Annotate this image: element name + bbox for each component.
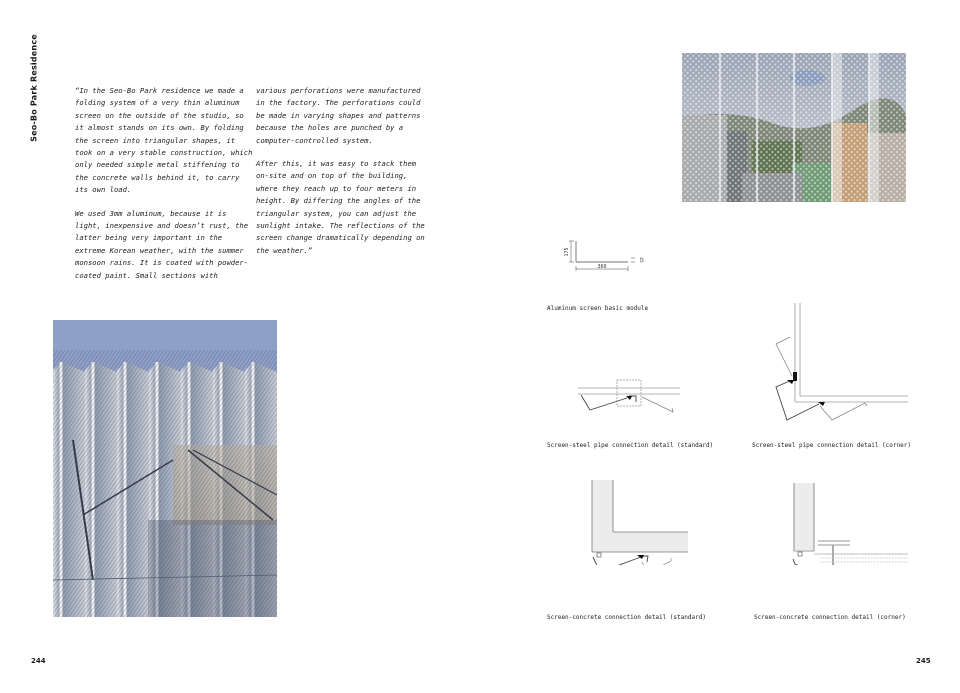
city-view-photo	[682, 53, 906, 202]
detail-caption: Screen-concrete connection detail (corner)	[754, 614, 906, 621]
detail-steel-pipe-standard	[570, 370, 690, 420]
paragraph: various perforations were manufactured in the factory. The perforations could be made in varying shapes and patterns because the holes are punched by a computer-controlled system.	[256, 86, 421, 145]
page-number-left: 244	[31, 657, 46, 665]
detail-caption: Screen-steel pipe connection detail (corner)	[752, 442, 911, 449]
city-view-photo-image	[682, 53, 906, 202]
body-text-column-2	[256, 85, 431, 268]
detail-concrete-corner	[790, 475, 915, 565]
dimension-lip: 45	[638, 257, 643, 263]
dimension-width: 360	[597, 264, 607, 270]
running-title	[26, 33, 42, 142]
dimension-height: 175	[564, 247, 570, 257]
module-caption: Aluminum screen basic module	[547, 305, 649, 312]
detail-caption: Screen-steel pipe connection detail (standard)	[547, 442, 714, 449]
running-title-text: Seo-Bo Park Residence	[29, 33, 39, 142]
facade-photo-image	[53, 320, 277, 617]
page-number-right: 245	[916, 657, 931, 665]
facade-photo	[53, 320, 277, 617]
paragraph: After this, it was easy to stack them on-site and on top of the building, where they reach up to four meters in height. By differing the angles of the triangular system, you can adjust the sunlight intake. The reflections of the screen change dramatically depending on the weather.”	[256, 159, 425, 255]
detail-steel-pipe-corner	[775, 300, 915, 425]
paragraph: We used 3mm aluminum, because it is light, inexpensive and doesn’t rust, the latter being very important in the extreme Korean weather, with the summer monsoon rains. It is coated with powder-coated paint. Small sections with	[75, 208, 249, 280]
module-drawing	[560, 238, 650, 278]
paragraph: “In the Seo-Bo Park residence we made a folding system of a very thin aluminum screen on the outside of the studio, so it almost stands on its own. By folding the screen into triangular shapes, it took on a very stable construction, which only needed simple metal stiffening to the concrete walls behind it, to carry its own load.	[75, 86, 253, 195]
detail-caption: Screen-concrete connection detail (standard)	[547, 614, 706, 621]
body-text-column-1	[75, 85, 255, 293]
detail-concrete-standard	[580, 475, 700, 565]
